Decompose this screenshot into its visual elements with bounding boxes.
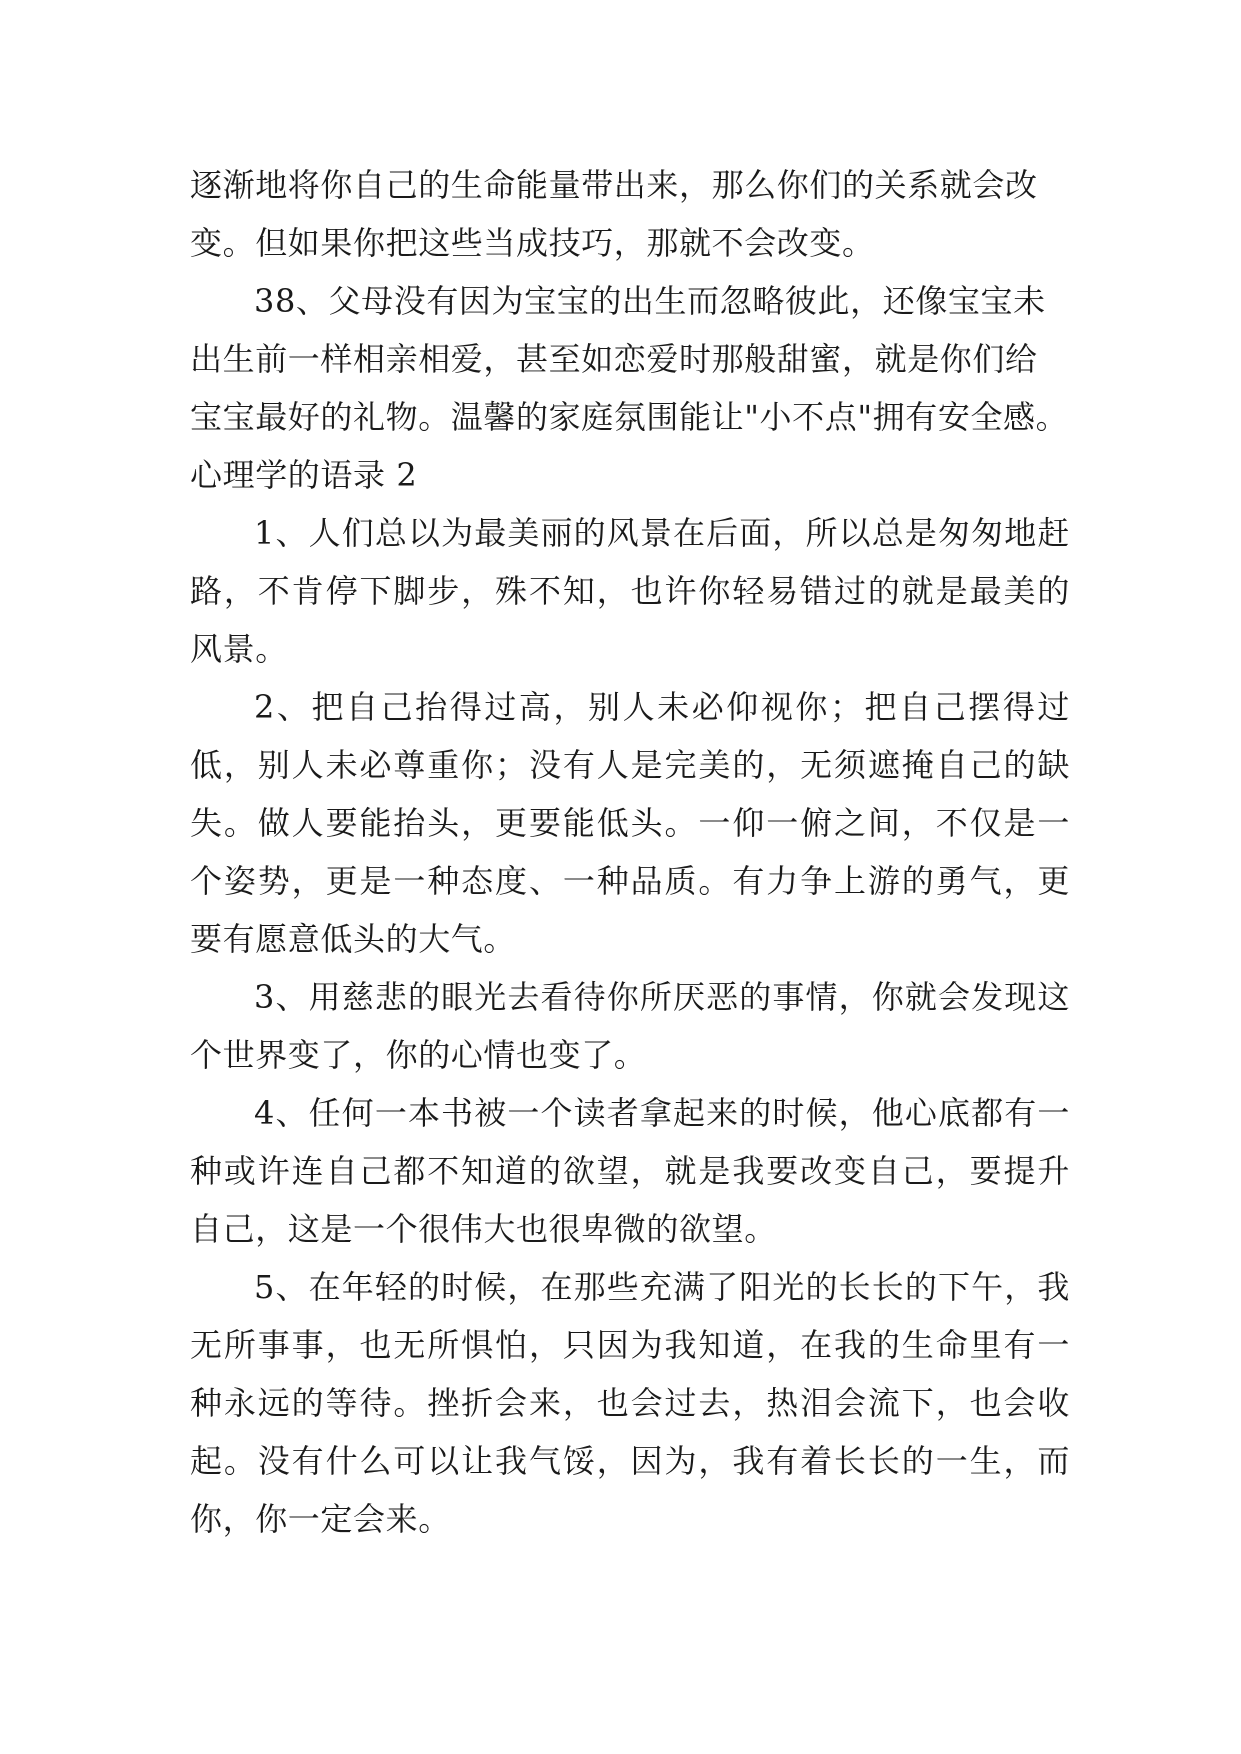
continuation-line-2: 变。但如果你把这些当成技巧，那就不会改变。 xyxy=(190,224,875,262)
paragraph-38-line-3: 宝宝最好的礼物。温馨的家庭氛围能让"小不点"拥有安全感。 xyxy=(190,398,1069,436)
continuation-line-1: 逐渐地将你自己的生命能量带出来，那么你们的关系就会改 xyxy=(190,166,1038,204)
paragraph-38-line-2: 出生前一样相亲相爱，甚至如恋爱时那般甜蜜，就是你们给 xyxy=(190,340,1038,378)
paragraph-1: 1、人们总以为最美丽的风景在后面，所以总是匆匆地赶路，不肯停下脚步，殊不知，也许你轻易错过的就是最美的风景。 xyxy=(190,514,1070,668)
section-heading: 心理学的语录 2 xyxy=(190,456,418,494)
paragraph-5: 5、在年轻的时候，在那些充满了阳光的长长的下午，我无所事事，也无所惧怕，只因为我知道，在我的生命里有一种永远的等待。挫折会来，也会过去，热泪会流下，也会收起。没有什么可以让我气馁，因为，我有着长长的一生，而你，你一定会来。 xyxy=(190,1268,1070,1538)
paragraph-38-line-1: 38、父母没有因为宝宝的出生而忽略彼此，还像宝宝未 xyxy=(254,282,1046,320)
paragraph-3: 3、用慈悲的眼光去看待你所厌恶的事情，你就会发现这个世界变了，你的心情也变了。 xyxy=(190,978,1070,1074)
paragraph-4: 4、任何一本书被一个读者拿起来的时候，他心底都有一种或许连自己都不知道的欲望，就是我要改变自己，要提升自己，这是一个很伟大也很卑微的欲望。 xyxy=(190,1094,1070,1248)
document-body xyxy=(190,156,1070,1548)
paragraph-2: 2、把自己抬得过高，别人未必仰视你；把自己摆得过低，别人未必尊重你；没有人是完美的，无须遮掩自己的缺失。做人要能抬头，更要能低头。一仰一俯之间，不仅是一个姿势，更是一种态度、一种品质。有力争上游的勇气，更要有愿意低头的大气。 xyxy=(190,688,1070,958)
